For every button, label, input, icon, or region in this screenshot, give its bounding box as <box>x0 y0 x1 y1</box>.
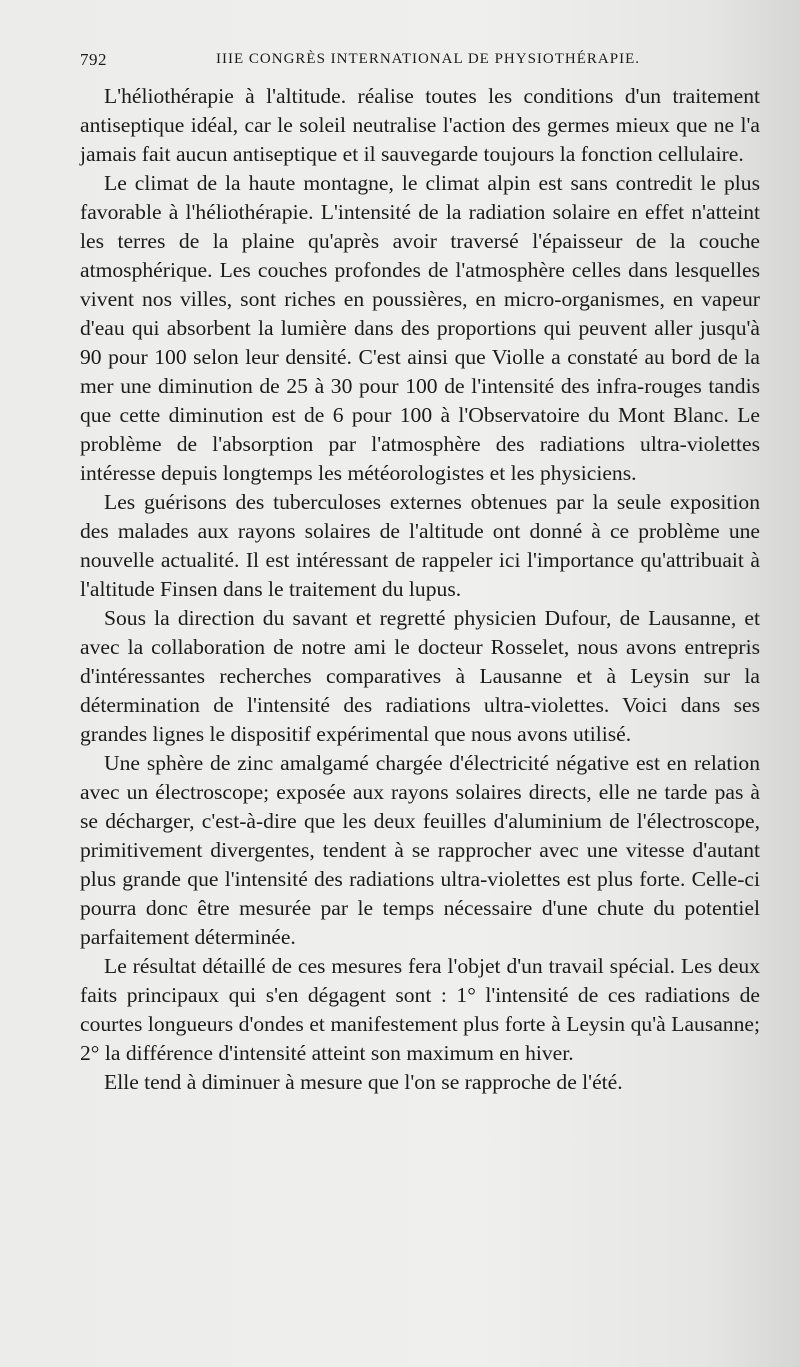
paragraph: Sous la direction du savant et regretté physicien Dufour, de Lausanne, et avec la collaboration de notre ami le docteur Rosselet, nous avons entrepris d'intéressantes recherches comparatives à Lausanne et à Leysin sur la détermination de l'intensité des radiations ultra-violettes. Voici dans ses grandes lignes le dispositif expérimental que nous avons utilisé. <box>80 606 760 746</box>
page-number: 792 <box>80 50 107 69</box>
paragraph: Une sphère de zinc amalgamé chargée d'électricité négative est en relation avec un électroscope; exposée aux rayons solaires directs, elle ne tarde pas à se décharger, c'est-à-dire que les deux feuilles d'aluminium de l'électroscope, primitivement divergentes, tendent à se rapprocher avec une vitesse d'autant plus grande que l'intensité des radiations ultra-violettes est plus forte. Celle-ci pourra donc être mesurée par le temps nécessaire d'une chute du potentiel parfaitement déterminée. <box>80 751 760 949</box>
paragraph: Le climat de la haute montagne, le climat alpin est sans contredit le plus favorable à l'héliothérapie. L'intensité de la radiation solaire en effet n'atteint les terres de la plaine qu'après avoir traversé l'épaisseur de la couche atmosphérique. Les couches profondes de l'atmosphère celles dans lesquelles vivent nos villes, sont riches en poussières, en micro-organismes, en vapeur d'eau qui absorbent la lumière dans des proportions qui peuvent aller jusqu'à 90 pour 100 selon leur densité. C'est ainsi que Violle a constaté au bord de la mer une diminution de 25 à 30 pour 100 de l'intensité des infra-rouges tandis que cette diminution est de 6 pour 100 à l'Observatoire du Mont Blanc. Le problème de l'absorption par l'atmosphère des radiations ultra-violettes intéresse depuis longtemps les météorologistes et les physiciens. <box>80 171 760 485</box>
page-header <box>80 50 760 72</box>
running-title: IIIE CONGRÈS INTERNATIONAL DE PHYSIOTHÉRAPIE. <box>216 51 640 67</box>
paragraph: Le résultat détaillé de ces mesures fera l'objet d'un travail spécial. Les deux faits principaux qui s'en dégagent sont : 1° l'intensité de ces radiations de courtes longueurs d'ondes et manifestement plus forte à Leysin qu'à Lausanne; 2° la différence d'intensité atteint son maximum en hiver. <box>80 954 760 1065</box>
paragraph: Elle tend à diminuer à mesure que l'on se rapproche de l'été. <box>104 1070 623 1094</box>
paragraph: Les guérisons des tuberculoses externes obtenues par la seule exposition des malades aux rayons solaires de l'altitude ont donné à ce problème une nouvelle actualité. Il est intéressant de rappeler ici l'importance qu'attribuait à l'altitude Finsen dans le traitement du lupus. <box>80 490 760 601</box>
body-text <box>80 82 760 1097</box>
paragraph: L'héliothérapie à l'altitude. réalise toutes les conditions d'un traitement antiseptique idéal, car le soleil neutralise l'action des germes mieux que ne l'a jamais fait aucun antiseptique et il sauvegarde toujours la fonction cellulaire. <box>80 84 760 166</box>
